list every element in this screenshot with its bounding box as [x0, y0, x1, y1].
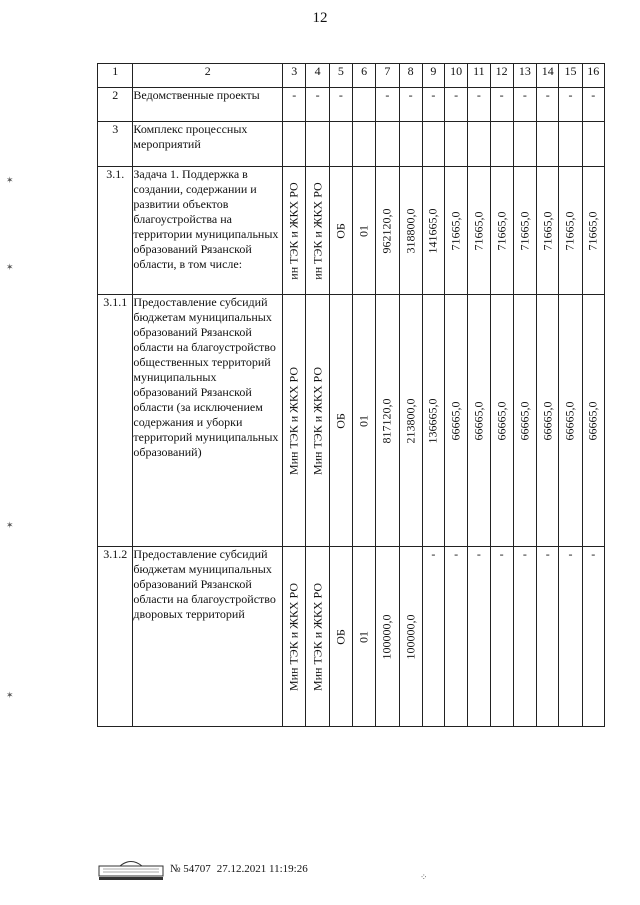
value-cell	[352, 88, 375, 122]
value-cell: -	[329, 88, 352, 122]
value-cell	[468, 295, 490, 547]
row-name: Ведомственные проекты	[133, 88, 283, 122]
header-cell: 8	[399, 64, 422, 88]
value-cell	[399, 167, 422, 295]
row-number: 3.1.	[98, 167, 133, 295]
value-cell: -	[283, 88, 306, 122]
scan-artifact: ✶	[6, 175, 14, 185]
scan-artifact: ✶	[6, 690, 14, 700]
value-text: 817120,0	[379, 398, 394, 443]
value-text: 66665,0	[471, 401, 486, 440]
header-cell: 14	[537, 64, 559, 88]
value-cell	[582, 122, 604, 167]
value-cell	[513, 122, 536, 167]
value-cell: -	[559, 547, 582, 727]
value-cell: -	[306, 88, 329, 122]
value-cell	[352, 295, 375, 547]
value-text: Мин ТЭК и ЖКХ РО	[286, 582, 301, 691]
value-cell	[399, 122, 422, 167]
value-text: 71665,0	[562, 211, 577, 250]
value-cell: -	[445, 88, 468, 122]
value-text: 141665,0	[425, 208, 440, 253]
value-cell	[445, 122, 468, 167]
value-cell	[445, 295, 468, 547]
value-cell	[537, 295, 559, 547]
value-text: 66665,0	[517, 401, 532, 440]
header-row	[98, 64, 605, 88]
table-row	[98, 295, 605, 547]
value-cell: -	[468, 547, 490, 727]
value-cell	[490, 295, 513, 547]
value-text: 66665,0	[585, 401, 600, 440]
table-row	[98, 88, 605, 122]
value-text: 71665,0	[448, 211, 463, 250]
value-cell: -	[445, 547, 468, 727]
value-cell	[399, 547, 422, 727]
document-timestamp: 27.12.2021 11:19:26	[216, 863, 308, 875]
scan-artifact: ✶	[6, 262, 14, 272]
value-text: 136665,0	[425, 398, 440, 443]
row-name: Задача 1. Поддержка в создании, содержании и развитии объектов благоустройства на территории муниципальных образований Рязанской области, в том числе:	[133, 167, 283, 295]
value-text: 100000,0	[403, 614, 418, 659]
value-text: 66665,0	[448, 401, 463, 440]
value-cell	[468, 122, 490, 167]
table-row	[98, 122, 605, 167]
value-cell	[468, 167, 490, 295]
value-text: Мин ТЭК и ЖКХ РО	[310, 366, 325, 475]
value-cell	[306, 122, 329, 167]
value-cell: -	[513, 88, 536, 122]
value-text: ин ТЭК и ЖКХ РО	[286, 181, 301, 280]
value-text: 01	[356, 414, 371, 427]
row-number: 3.1.1	[98, 295, 133, 547]
document-number: № 54707	[170, 863, 211, 875]
value-cell	[490, 167, 513, 295]
value-cell: -	[559, 88, 582, 122]
value-cell	[376, 122, 399, 167]
value-cell	[352, 547, 375, 727]
value-cell	[283, 295, 306, 547]
value-cell	[559, 295, 582, 547]
header-cell: 1	[98, 64, 133, 88]
header-cell: 13	[513, 64, 536, 88]
value-cell	[422, 167, 444, 295]
value-cell	[283, 547, 306, 727]
value-text: Мин ТЭК и ЖКХ РО	[286, 366, 301, 475]
value-cell	[559, 167, 582, 295]
header-cell: 15	[559, 64, 582, 88]
value-cell	[445, 167, 468, 295]
value-text: 66665,0	[494, 401, 509, 440]
value-text: ОБ	[333, 628, 348, 645]
value-text: 66665,0	[540, 401, 555, 440]
table-row	[98, 167, 605, 295]
value-cell: -	[422, 88, 444, 122]
value-text: ин ТЭК и ЖКХ РО	[310, 181, 325, 280]
value-text: 100000,0	[379, 614, 394, 659]
registry-stamp-icon	[98, 857, 164, 881]
value-cell	[283, 167, 306, 295]
header-cell: 6	[352, 64, 375, 88]
row-name: Предоставление субсидий бюджетам муниципальных образований Рязанской области на благоустройство дворовых территорий	[133, 547, 283, 727]
value-cell: -	[582, 547, 604, 727]
value-cell	[399, 295, 422, 547]
row-number: 2	[98, 88, 133, 122]
value-cell	[306, 167, 329, 295]
value-cell	[306, 547, 329, 727]
value-text: 71665,0	[517, 211, 532, 250]
page-number: 12	[312, 10, 328, 26]
value-cell: -	[537, 88, 559, 122]
value-text: 962120,0	[379, 208, 394, 253]
header-cell: 9	[422, 64, 444, 88]
value-cell: -	[582, 88, 604, 122]
value-cell	[490, 122, 513, 167]
value-cell	[422, 122, 444, 167]
value-cell	[513, 167, 536, 295]
value-cell: -	[399, 88, 422, 122]
value-cell: -	[422, 547, 444, 727]
table-row	[98, 547, 605, 727]
program-table	[97, 63, 605, 727]
value-text: 71665,0	[471, 211, 486, 250]
value-text: 01	[356, 630, 371, 643]
value-text: 213800,0	[403, 398, 418, 443]
scan-artifact: ⁘	[420, 872, 428, 882]
value-cell: -	[490, 547, 513, 727]
value-text: ОБ	[333, 412, 348, 429]
value-cell: -	[490, 88, 513, 122]
value-text: Мин ТЭК и ЖКХ РО	[310, 582, 325, 691]
header-cell: 2	[133, 64, 283, 88]
header-cell: 10	[445, 64, 468, 88]
value-text: 71665,0	[540, 211, 555, 250]
header-cell: 3	[283, 64, 306, 88]
header-cell: 7	[376, 64, 399, 88]
header-cell: 12	[490, 64, 513, 88]
header-cell: 11	[468, 64, 490, 88]
value-cell	[422, 295, 444, 547]
value-text: 01	[356, 224, 371, 237]
value-cell	[582, 167, 604, 295]
value-cell	[306, 295, 329, 547]
value-cell	[352, 122, 375, 167]
value-cell	[559, 122, 582, 167]
value-text: 318800,0	[403, 208, 418, 253]
value-text: 71665,0	[585, 211, 600, 250]
value-text: ОБ	[333, 222, 348, 239]
value-cell	[537, 167, 559, 295]
value-cell	[283, 122, 306, 167]
header-cell: 16	[582, 64, 604, 88]
value-text: 66665,0	[562, 401, 577, 440]
header-cell: 5	[329, 64, 352, 88]
row-name: Комплекс процессных мероприятий	[133, 122, 283, 167]
header-cell: 4	[306, 64, 329, 88]
document-footer	[98, 857, 308, 881]
value-cell: -	[376, 88, 399, 122]
value-cell: -	[537, 547, 559, 727]
scan-artifact: ✶	[6, 520, 14, 530]
value-cell	[376, 295, 399, 547]
value-cell	[537, 122, 559, 167]
value-cell	[376, 167, 399, 295]
value-cell: -	[468, 88, 490, 122]
row-number: 3.1.2	[98, 547, 133, 727]
value-cell: -	[513, 547, 536, 727]
value-cell	[352, 167, 375, 295]
value-cell	[376, 547, 399, 727]
value-cell	[329, 547, 352, 727]
value-cell	[513, 295, 536, 547]
row-number: 3	[98, 122, 133, 167]
value-cell	[582, 295, 604, 547]
value-cell	[329, 167, 352, 295]
value-cell	[329, 295, 352, 547]
value-cell	[329, 122, 352, 167]
value-text: 71665,0	[494, 211, 509, 250]
row-name: Предоставление субсидий бюджетам муниципальных образований Рязанской области на благоустройство общественных территорий муниципальных образований Рязанской области (за исключением содержания и уборки территорий муниципальных образований)	[133, 295, 283, 547]
